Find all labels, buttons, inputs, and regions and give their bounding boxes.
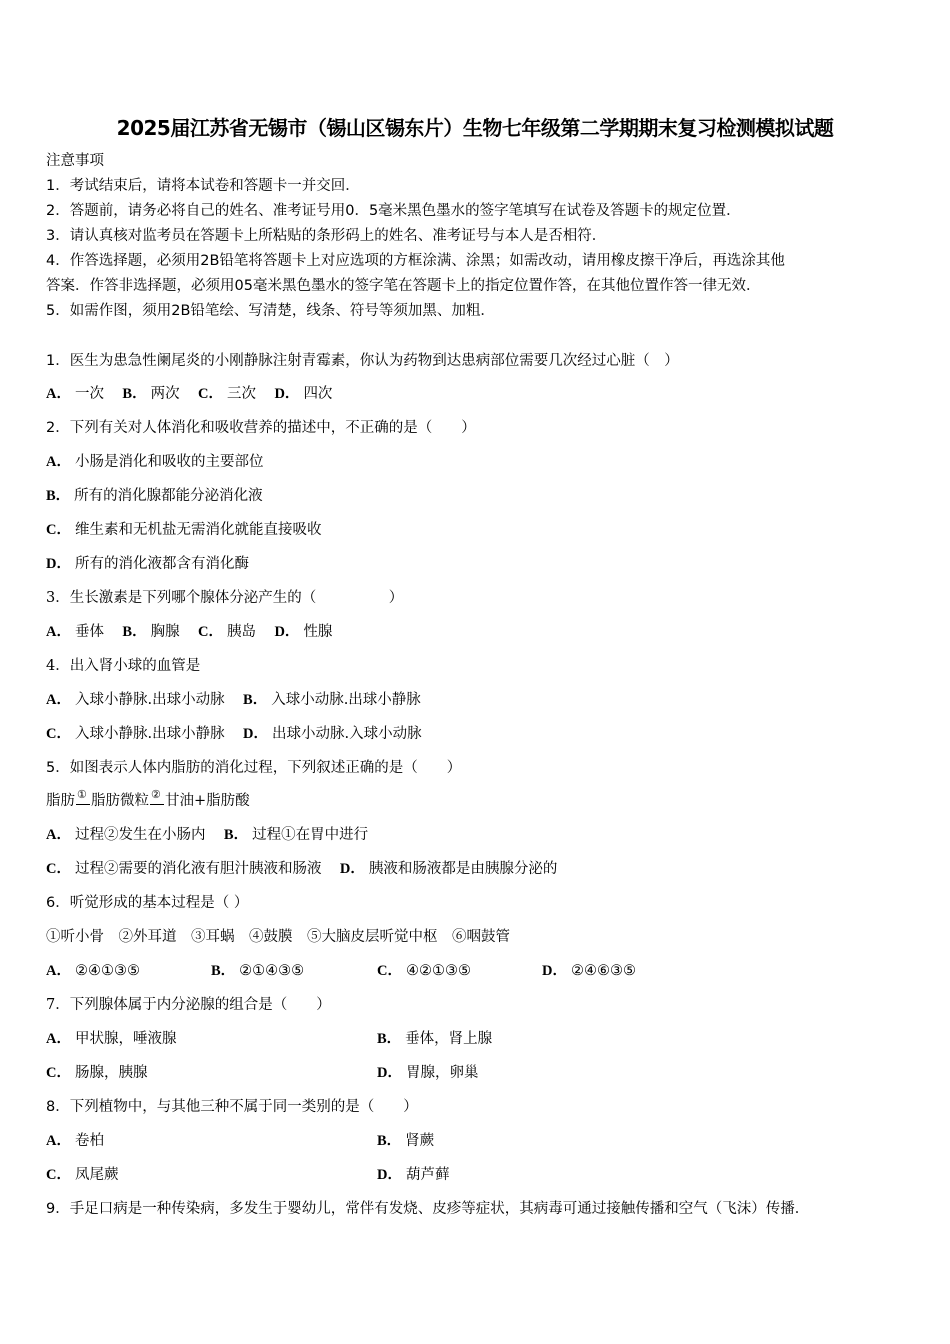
question-stem: 9．手足口病是一种传染病，多发生于婴幼儿，常伴有发烧、皮疹等症状，其病毒可通过接触传播和空气（飞沫）传播． [46,1201,810,1217]
option-b[interactable]: B． 垂体，肾上腺 [377,1031,493,1047]
notice-item: 3．请认真核对监考员在答题卡上所粘贴的条形码上的姓名、准考证号与本人是否相符． [46,228,607,244]
option-b[interactable]: B． 胸腺 [122,624,180,640]
diagram-end: 甘油+脂肪酸 [165,793,250,809]
option-row [46,859,557,879]
option-row [46,724,422,744]
option-c[interactable]: C． 三次 [198,386,257,402]
question-stem: 7．下列腺体属于内分泌腺的组合是（ ） [46,997,331,1013]
arrow-icon: ① [75,791,91,811]
notice-item: 1．考试结束后，请将本试卷和答题卡一并交回． [46,178,360,194]
option-a[interactable]: A． 过程②发生在小肠内 [46,827,206,843]
option-d[interactable]: D． ②④⑥③⑤ [542,963,636,979]
option-a[interactable]: A． 卷柏 [46,1133,104,1149]
fat-digestion-diagram [46,788,250,811]
option-c[interactable]: C． 入球小静脉.出球小静脉 [46,726,225,742]
notice-item: 5．如需作图，须用2B铅笔绘、写清楚，线条、符号等须加黑、加粗． [46,303,495,319]
question-stem: 5．如图表示人体内脂肪的消化过程，下列叙述正确的是（ ） [46,760,462,776]
option-b[interactable]: B． ②①④③⑤ [211,963,305,979]
option-d[interactable]: D． 所有的消化液都含有消化酶 [46,556,249,572]
page-title: 2025届江苏省无锡市（锡山区锡东片）生物七年级第二学期期末复习检测模拟试题 [116,116,834,140]
diagram-start: 脂肪 [46,793,75,809]
question-stem: 3．生长激素是下列哪个腺体分泌产生的（ ） [46,590,404,606]
option-b[interactable]: B． 过程①在胃中进行 [223,827,369,843]
option-b[interactable]: B． 所有的消化腺都能分泌消化液 [46,488,263,504]
option-c[interactable]: C． 过程②需要的消化液有胆汁胰液和肠液 [46,861,322,877]
arrow-icon: ② [149,791,165,811]
option-a[interactable]: A． ②④①③⑤ [46,963,140,979]
option-a[interactable]: A． 一次 [46,386,104,402]
option-a[interactable]: A． 甲状腺，唾液腺 [46,1031,177,1047]
option-row [46,825,368,845]
question-stem: 2．下列有关对人体消化和吸收营养的描述中，不正确的是（ ） [46,420,476,436]
diagram-middle: 脂肪微粒 [91,793,149,809]
option-row [46,690,421,710]
notice-item: 4．作答选择题，必须用2B铅笔将答题卡上对应选项的方框涂满、涂黑；如需改动，请用橡皮擦干净后，再选涂其他 [46,253,785,269]
option-row [46,622,332,642]
option-d[interactable]: D． 性腺 [274,624,333,640]
option-a[interactable]: A． 垂体 [46,624,104,640]
option-a[interactable]: A． 小肠是消化和吸收的主要部位 [46,454,264,470]
option-c[interactable]: C． 胰岛 [198,624,257,640]
question-stem: 1．医生为患急性阑尾炎的小刚静脉注射青霉素，你认为药物到达患病部位需要几次经过心脏（ ） [46,353,679,369]
question-stem: 6．听觉形成的基本过程是（ ） [46,895,249,911]
option-d[interactable]: D． 四次 [274,386,333,402]
option-d[interactable]: D． 胃腺，卵巢 [377,1065,479,1081]
option-a[interactable]: A． 入球小静脉.出球小动脉 [46,692,225,708]
option-d[interactable]: D． 葫芦藓 [377,1167,450,1183]
question-stem: 8．下列植物中，与其他三种不属于同一类别的是（ ） [46,1099,418,1115]
option-d[interactable]: D． 出球小动脉.入球小动脉 [243,726,422,742]
option-d[interactable]: D． 胰液和肠液都是由胰腺分泌的 [339,861,558,877]
option-c[interactable]: C． 凤尾蕨 [46,1167,119,1183]
option-b[interactable]: B． 入球小动脉.出球小静脉 [243,692,421,708]
notice-item: 2．答题前，请务必将自己的姓名、准考证号用0．5毫米黑色墨水的签字笔填写在试卷及答题卡的规定位置． [46,203,741,219]
question-items: ①听小骨 ②外耳道 ③耳蜗 ④鼓膜 ⑤大脑皮层听觉中枢 ⑥咽鼓管 [46,929,510,945]
question-stem: 4．出入肾小球的血管是 [46,658,201,674]
option-row [46,384,332,404]
notice-heading: 注意事项 [46,153,104,169]
option-c[interactable]: C． 维生素和无机盐无需消化就能直接吸收 [46,522,322,538]
option-c[interactable]: C． ④②①③⑤ [377,963,471,979]
option-b[interactable]: B． 肾蕨 [377,1133,435,1149]
notice-item: 答案．作答非选择题，必须用05毫米黑色墨水的签字笔在答题卡上的指定位置作答，在其他位置作答一律无效． [46,278,761,294]
option-c[interactable]: C． 肠腺，胰腺 [46,1065,148,1081]
option-b[interactable]: B． 两次 [122,386,180,402]
